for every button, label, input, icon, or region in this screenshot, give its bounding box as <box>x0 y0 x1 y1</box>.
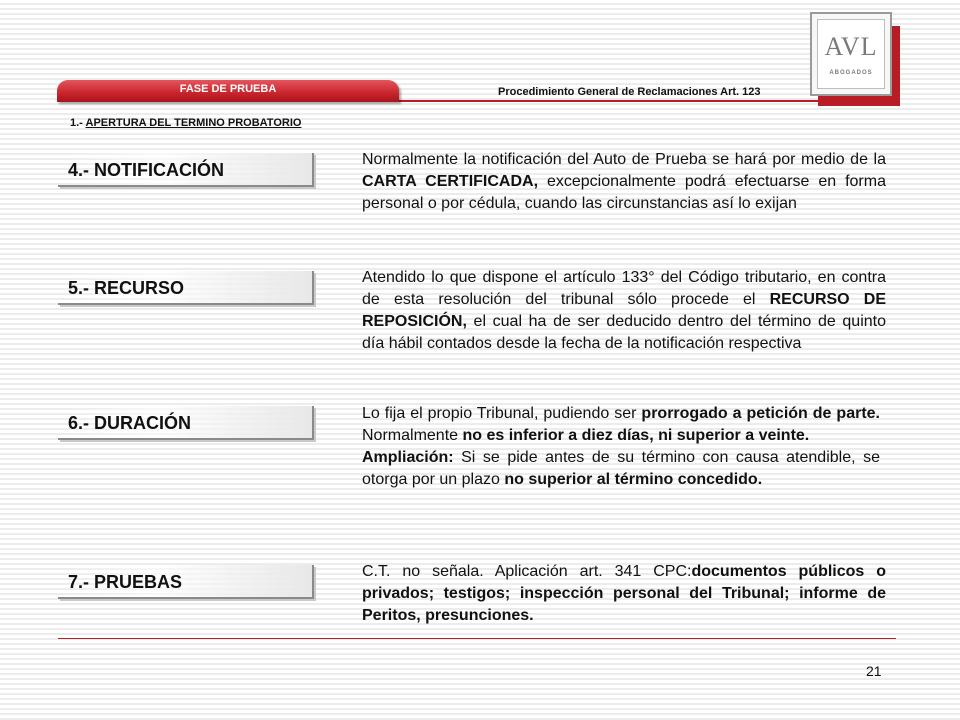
text-run: Normalmente la notificación del Auto de Prueba se hará por medio de la <box>362 151 886 168</box>
subheading <box>70 117 301 129</box>
procedure-title: Procedimiento General de Reclamaciones Art. 123 <box>498 86 761 98</box>
page-number: 21 <box>866 663 882 679</box>
subheading-prefix: 1.- <box>70 117 86 129</box>
phase-tab: FASE DE PRUEBA <box>57 80 399 102</box>
section-text-duracion <box>362 403 880 491</box>
section-text-pruebas <box>362 561 886 627</box>
section-label-pruebas: 7.- PRUEBAS <box>58 565 314 599</box>
text-run-bold: RECURSO DE REPOSICIÓN, <box>362 291 886 330</box>
firm-logo <box>810 12 892 96</box>
logo-mark: AVL <box>824 32 878 61</box>
text-run-bold: prorrogado a petición de parte. <box>641 405 881 422</box>
text-run: Si se pide antes de su término con causa atendible, se otorga por un plazo <box>362 449 880 488</box>
text-run: el cual ha de ser deducido dentro del término de quinto día hábil contados desde la fecha de la notificación respectiva <box>362 313 886 352</box>
text-run-bold: no es inferior a diez días, ni superior a veinte. <box>462 427 810 444</box>
text-run: C.T. no señala. Aplicación art. 341 CPC: <box>362 563 692 580</box>
text-run: Atendido lo que dispone el artículo 133° del Código tributario, en contra de esta resolución del tribunal sólo procede el <box>362 269 886 308</box>
text-run-bold: Ampliación: <box>362 449 454 466</box>
text-run-bold: CARTA CERTIFICADA, <box>362 173 539 190</box>
section-text-recurso <box>362 267 886 355</box>
footer-divider <box>58 638 896 639</box>
section-text-notificacion <box>362 149 886 215</box>
text-run: Lo fija el propio Tribunal, pudiendo ser <box>362 405 642 422</box>
text-run-bold: documentos públicos o privados; testigos; inspección personal del Tribunal; informe de Peritos, presunciones. <box>362 563 887 624</box>
text-run: excepcionalmente podrá efectuarse en forma personal o por cédula, cuando las circunstancias así lo exijan <box>362 173 886 212</box>
section-label-recurso: 5.- RECURSO <box>58 271 314 305</box>
logo-frame <box>817 19 885 89</box>
text-run: Normalmente <box>362 427 463 444</box>
section-label-duracion: 6.- DURACIÓN <box>58 406 314 440</box>
subheading-link[interactable]: APERTURA DEL TERMINO PROBATORIO <box>85 117 302 129</box>
logo-subtext: ABOGADOS <box>829 70 873 76</box>
section-label-notificacion: 4.- NOTIFICACIÓN <box>58 153 314 187</box>
text-run-bold: no superior al término concedido. <box>504 471 763 488</box>
